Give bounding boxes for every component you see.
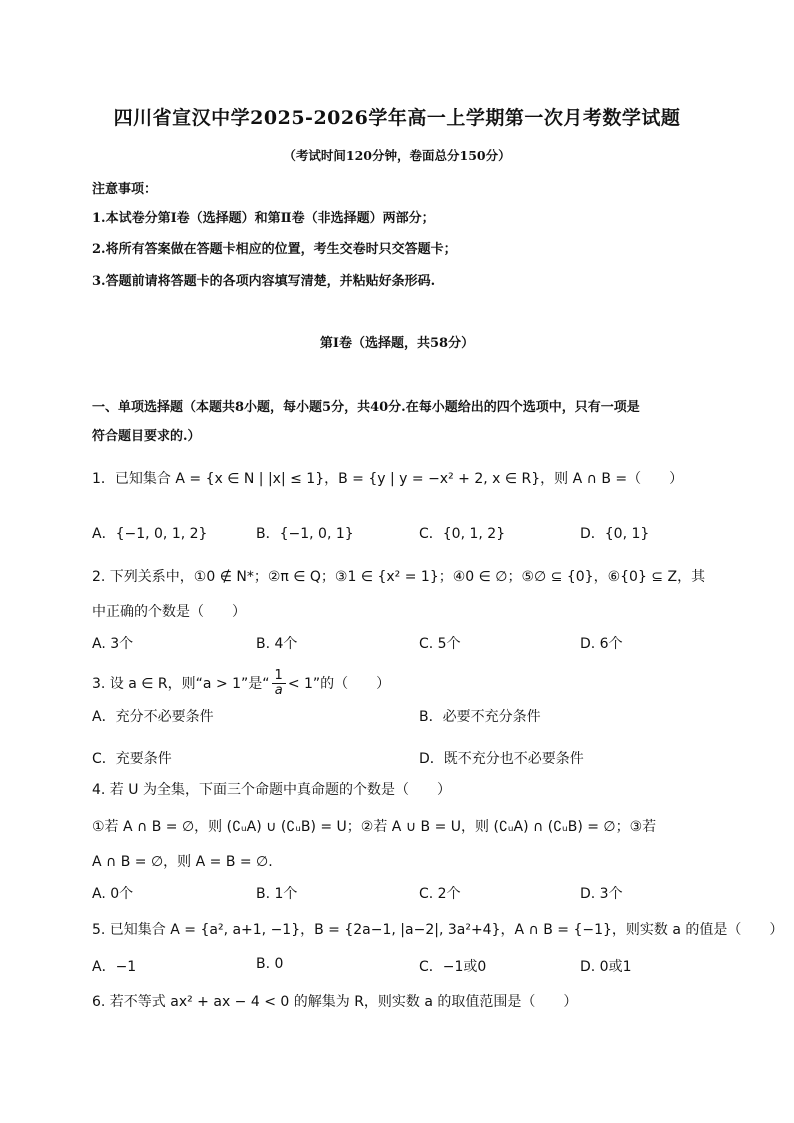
- question-2-stem-line1: 2. 下列关系中，①0 ∉ N*；②π ∈ Q；③1 ∈ {x² = 1}；④0 ∈ ∅；⑤∅ ⊆ {0}，⑥{0} ⊆ Z，其: [92, 569, 706, 585]
- question-2-option-d: D. 6个: [580, 636, 623, 652]
- question-3-fraction: [272, 669, 286, 697]
- question-5-option-d: D. 0或1: [580, 959, 632, 975]
- question-4-line2: ①若 A ∩ B = ∅，则 (∁ᵤA) ∪ (∁ᵤB) = U；②若 A ∪ B = U，则 (∁ᵤA) ∩ (∁ᵤB) = ∅；③若: [92, 819, 657, 835]
- question-2-option-b: B. 4个: [256, 636, 298, 652]
- volume1-title: 第Ⅰ卷（选择题，共58分）: [319, 336, 475, 351]
- question-3-option-a: A．充分不必要条件: [92, 709, 214, 725]
- question-1-option-b: B．{−1, 0, 1}: [256, 526, 354, 542]
- question-1-option-d: D．{0, 1}: [580, 526, 650, 542]
- question-2-stem-line2: 中正确的个数是（ ）: [92, 604, 246, 620]
- question-4-option-c: C. 2个: [419, 886, 461, 902]
- notes-heading: 注意事项：: [92, 182, 158, 197]
- question-5-option-c: C．−1或0: [419, 959, 487, 975]
- question-5-option-b: B. 0: [256, 956, 284, 972]
- exam-subtitle: （考试时间120分钟，卷面总分150分）: [283, 148, 511, 163]
- notes-item-2: 2.将所有答案做在答题卡相应的位置，考生交卷时只交答题卡；: [92, 242, 457, 257]
- question-3-option-c: C．充要条件: [92, 751, 172, 767]
- question-6-stem: 6. 若不等式 ax² + ax − 4 < 0 的解集为 R，则实数 a 的取值范围是（ ）: [92, 994, 578, 1010]
- question-2-option-a: A. 3个: [92, 636, 134, 652]
- question-4-line3: A ∩ B = ∅，则 A = B = ∅.: [92, 854, 273, 870]
- notes-item-1: 1.本试卷分第Ⅰ卷（选择题）和第Ⅱ卷（非选择题）两部分；: [92, 211, 435, 226]
- question-5-stem: 5. 已知集合 A = {a², a+1, −1}，B = {2a−1, |a−2|, 3a²+4}，A ∩ B = {−1}，则实数 a 的值是（ ）: [92, 922, 784, 938]
- exam-title: 四川省宣汉中学2025-2026学年高一上学期第一次月考数学试题: [113, 107, 681, 129]
- section1-heading-line1: 一、单项选择题（本题共8小题，每小题5分，共40分.在每小题给出的四个选项中，只有一项是: [92, 400, 640, 415]
- question-3-stem-prefix: 3. 设 a ∈ R，则“a > 1”是“: [92, 676, 270, 693]
- question-3-option-d: D．既不充分也不必要条件: [419, 751, 584, 767]
- question-3-stem: [92, 669, 390, 697]
- question-1-option-a: A．{−1, 0, 1, 2}: [92, 526, 208, 542]
- question-1-option-c: C．{0, 1, 2}: [419, 526, 506, 542]
- question-3-option-b: B．必要不充分条件: [419, 709, 541, 725]
- question-3-fraction-den: a: [274, 682, 283, 698]
- question-4-option-a: A. 0个: [92, 886, 134, 902]
- question-2-option-c: C. 5个: [419, 636, 461, 652]
- notes-item-3: 3.答题前请将答题卡的各项内容填写清楚，并粘贴好条形码.: [92, 274, 436, 289]
- question-4-option-d: D. 3个: [580, 886, 623, 902]
- section1-heading-line2: 符合题目要求的.）: [92, 429, 201, 444]
- question-3-stem-suffix: < 1”的（ ）: [287, 676, 391, 693]
- question-5-option-a: A．−1: [92, 959, 137, 975]
- question-3-fraction-num: 1: [272, 669, 286, 684]
- question-4-stem: 4. 若 U 为全集，下面三个命题中真命题的个数是（ ）: [92, 782, 451, 798]
- question-1-stem: 1．已知集合 A = {x ∈ N | |x| ≤ 1}，B = {y | y = −x² + 2, x ∈ R}，则 A ∩ B =（ ）: [92, 471, 684, 487]
- question-4-option-b: B. 1个: [256, 886, 298, 902]
